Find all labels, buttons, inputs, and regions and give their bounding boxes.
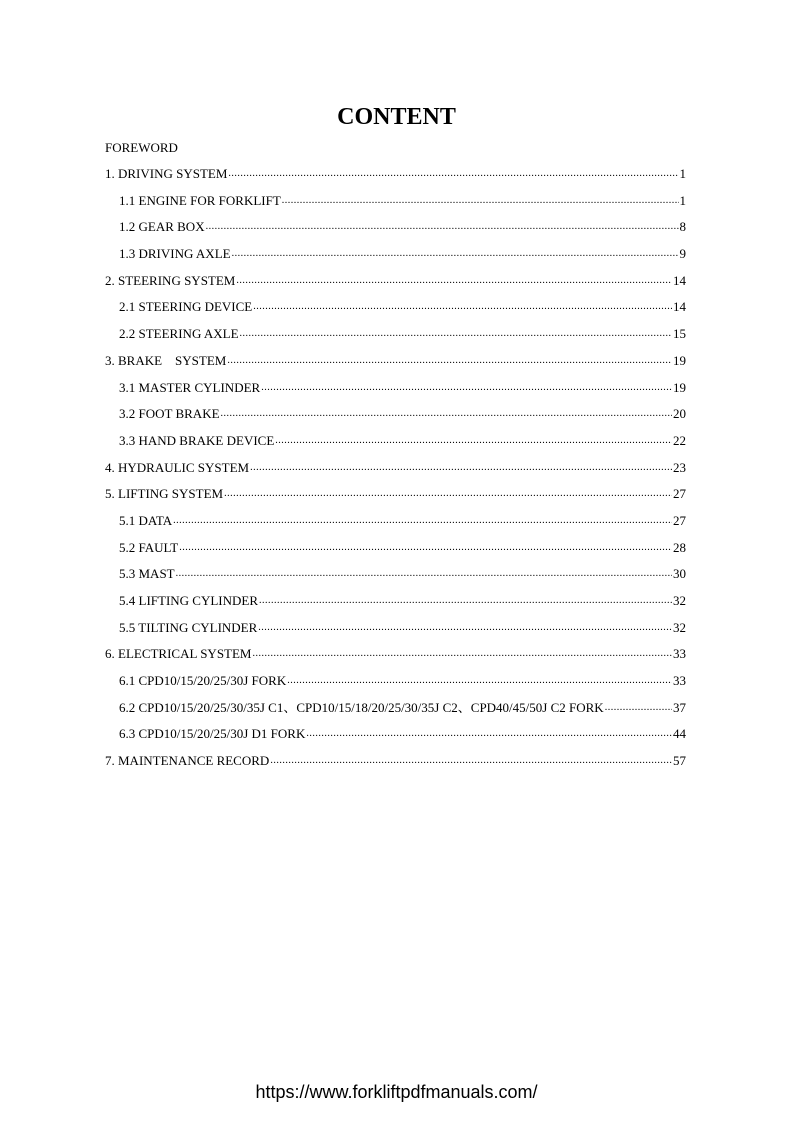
table-of-contents	[105, 165, 686, 779]
toc-page-number: 19	[673, 379, 686, 395]
toc-dot-leader	[224, 485, 672, 503]
toc-page-number: 32	[673, 619, 686, 635]
toc-entry-label: 1.3 DRIVING AXLE	[119, 246, 231, 262]
toc-page-number: 32	[673, 593, 686, 608]
toc-dot-leader	[206, 218, 679, 236]
toc-subsection-entry[interactable]	[105, 592, 686, 619]
toc-dot-leader	[253, 298, 672, 316]
toc-dot-leader	[605, 699, 672, 717]
toc-section-entry[interactable]	[105, 645, 686, 672]
toc-subsection-entry[interactable]	[105, 619, 686, 646]
toc-subsection-entry[interactable]	[105, 512, 686, 539]
toc-entry-label: 6.3 CPD10/15/20/25/30J D1 FORK	[119, 726, 306, 742]
toc-dot-leader	[270, 752, 672, 770]
toc-page-number: 44	[673, 726, 686, 742]
toc-entry-label: 6.1 CPD10/15/20/25/30J FORK	[119, 673, 287, 689]
toc-dot-leader	[259, 592, 672, 610]
toc-dot-leader	[261, 379, 672, 397]
toc-entry-label: 6. ELECTRICAL SYSTEM	[105, 646, 252, 662]
toc-page-number: 8	[679, 219, 686, 235]
toc-page-number: 9	[679, 246, 686, 262]
toc-subsection-entry[interactable]	[105, 699, 686, 726]
toc-subsection-entry[interactable]	[105, 245, 686, 272]
toc-page-number: 20	[673, 406, 686, 422]
toc-dot-leader	[236, 272, 672, 290]
toc-dot-leader	[306, 725, 672, 743]
toc-section-entry[interactable]	[105, 485, 686, 512]
toc-subsection-entry[interactable]	[105, 405, 686, 432]
toc-page-number: 33	[673, 673, 686, 689]
toc-subsection-entry[interactable]	[105, 192, 686, 219]
toc-page-number: 28	[673, 539, 686, 555]
toc-entry-label: 2.1 STEERING DEVICE	[119, 299, 253, 315]
toc-section-entry[interactable]	[105, 272, 686, 299]
toc-entry-label: 5.4 LIFTING CYLINDER	[119, 593, 259, 608]
foreword-heading: FOREWORD	[105, 140, 178, 155]
toc-dot-leader	[179, 539, 672, 557]
toc-entry-label: 4. HYDRAULIC SYSTEM	[105, 459, 250, 475]
toc-dot-leader	[173, 512, 672, 530]
toc-entry-label: 1.1 ENGINE FOR FORKLIFT	[119, 192, 281, 208]
toc-section-entry[interactable]	[105, 165, 686, 192]
toc-entry-label: 5. LIFTING SYSTEM	[105, 486, 224, 502]
toc-page-number: 1	[679, 192, 686, 208]
toc-page-number: 14	[673, 272, 686, 288]
toc-subsection-entry[interactable]	[105, 725, 686, 752]
toc-subsection-entry[interactable]	[105, 672, 686, 699]
toc-subsection-entry[interactable]	[105, 432, 686, 459]
toc-page-number: 57	[673, 753, 686, 769]
toc-entry-label: 5.1 DATA	[119, 512, 173, 528]
toc-page-number: 37	[673, 699, 686, 715]
toc-entry-label: 5.3 MAST	[119, 566, 175, 582]
toc-page-number: 14	[673, 299, 686, 315]
toc-subsection-entry[interactable]	[105, 298, 686, 325]
toc-dot-leader	[253, 645, 673, 663]
toc-entry-label: 1. DRIVING SYSTEM	[105, 166, 228, 181]
toc-page-number: 22	[673, 432, 686, 448]
toc-subsection-entry[interactable]	[105, 218, 686, 245]
toc-page-number: 15	[673, 326, 686, 342]
toc-dot-leader	[250, 459, 672, 477]
toc-section-entry[interactable]	[105, 352, 686, 379]
toc-page-number: 33	[673, 646, 686, 662]
toc-subsection-entry[interactable]	[105, 379, 686, 406]
toc-subsection-entry[interactable]	[105, 565, 686, 592]
toc-dot-leader	[275, 432, 672, 450]
toc-entry-label: 7. MAINTENANCE RECORD	[105, 753, 270, 769]
toc-dot-leader	[282, 192, 679, 210]
toc-dot-leader	[232, 245, 679, 263]
toc-page-number: 1	[679, 166, 686, 181]
toc-subsection-entry[interactable]	[105, 325, 686, 352]
toc-page-number: 27	[673, 486, 686, 502]
toc-entry-label: 1.2 GEAR BOX	[119, 219, 205, 235]
toc-dot-leader	[227, 352, 672, 370]
toc-entry-label: 3.2 FOOT BRAKE	[119, 406, 220, 422]
footer-url[interactable]: https://www.forkliftpdfmanuals.com/	[255, 1082, 538, 1102]
page-title: CONTENT	[337, 104, 456, 130]
toc-entry-label: 3.3 HAND BRAKE DEVICE	[119, 432, 275, 448]
toc-dot-leader	[287, 672, 672, 690]
toc-entry-label: 3.1 MASTER CYLINDER	[119, 379, 261, 395]
toc-subsection-entry[interactable]	[105, 539, 686, 566]
toc-page-number: 30	[673, 566, 686, 582]
toc-page-number: 19	[673, 352, 686, 368]
toc-section-entry[interactable]	[105, 459, 686, 486]
toc-dot-leader	[258, 619, 672, 637]
toc-entry-label: 2. STEERING SYSTEM	[105, 272, 236, 288]
toc-entry-label: 2.2 STEERING AXLE	[119, 326, 239, 342]
toc-page-number: 23	[673, 459, 686, 475]
toc-entry-label: 6.2 CPD10/15/20/25/30/35J C1、CPD10/15/18/20/25/30/35J C2、CPD40/45/50J C2 FORK	[119, 699, 604, 715]
toc-dot-leader	[221, 405, 672, 423]
toc-page-number: 27	[673, 512, 686, 528]
toc-dot-leader	[176, 565, 672, 583]
toc-dot-leader	[240, 325, 672, 343]
toc-section-entry[interactable]	[105, 752, 686, 779]
toc-dot-leader	[228, 165, 678, 183]
toc-entry-label: 3. BRAKE SYSTEM	[105, 352, 227, 368]
toc-entry-label: 5.2 FAULT	[119, 539, 179, 555]
toc-entry-label: 5.5 TILTING CYLINDER	[119, 619, 258, 635]
